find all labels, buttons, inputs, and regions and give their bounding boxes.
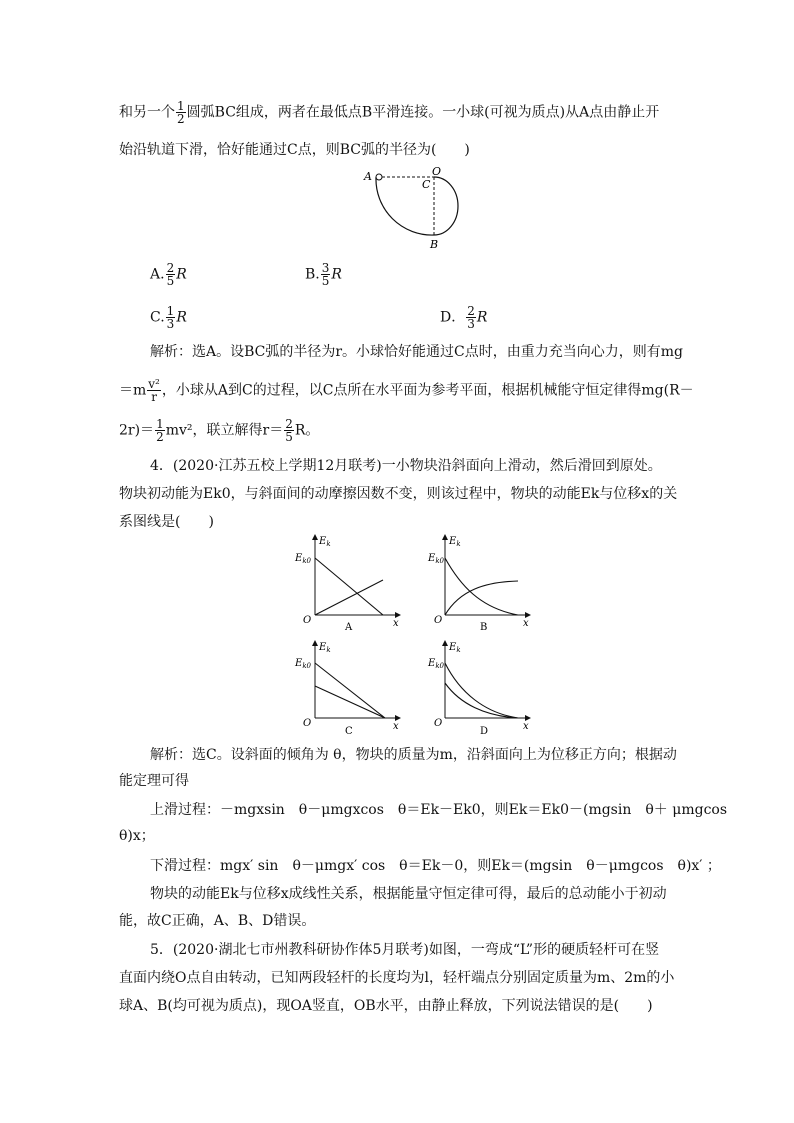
- q5-line-1: 5．(2020·湖北七市州教科研协作体5月联考)如图，一弯成“L”形的硬质轻杆可在竖: [150, 942, 660, 958]
- q3-solution-line-3: 2r)＝ $\frac{1}{2}$ mv²，联立解得r＝ $\frac{2}{5}$ R。: [119, 417, 320, 444]
- caption-b: B: [480, 622, 488, 633]
- svg-text:Ek: $E_k$: [319, 536, 331, 548]
- graph-d: [430, 638, 540, 743]
- q4-solution-line-3: 上滑过程：－mgxsin θ－μmgxcos θ＝Ek－Ek0，则Ek＝Ek0－(mgsin θ＋ μmgcos: [150, 802, 728, 818]
- label-b: B: [430, 238, 439, 251]
- svg-text:O: O: [434, 718, 443, 729]
- q4-solution-line-6: 物块的动能Ek与位移x成线性关系，根据能量守恒定律可得，最后的总动能小于初动: [150, 886, 667, 902]
- half-arc-bc: [434, 177, 458, 235]
- option-b[interactable]: B. $\frac{3}{5}$ R: [305, 261, 342, 288]
- svg-text:Ek: $E_k$: [449, 642, 461, 654]
- svg-text:x: x: [393, 721, 399, 732]
- svg-text:Ek0: $E_{k0}$: [295, 553, 312, 565]
- graph-c: [295, 638, 405, 743]
- q4-line-1: 4．(2020·江苏五校上学期12月联考)一小物块沿斜面向上滑动，然后滑回到原处。: [150, 458, 662, 474]
- svg-text:x: x: [523, 618, 529, 629]
- svg-text:Ek0: $E_{k0}$: [428, 658, 445, 670]
- label-o: O: [432, 165, 442, 178]
- label-a: A: [364, 170, 372, 183]
- caption-c: C: [345, 726, 353, 737]
- q3-solution-line-1: 解析：选A。设BC弧的半径为r。小球恰好能通过C点时，由重力充当向心力，则有mg: [150, 344, 684, 360]
- svg-text:O: O: [434, 615, 443, 626]
- q5-line-2: 直面内绕O点自由转动，已知两段轻杆的长度均为l，轻杆端点分别固定质量为m、2m的小: [119, 970, 675, 986]
- q4-solution-line-7: 能，故C正确，A、B、D错误。: [119, 913, 316, 929]
- option-d[interactable]: D． $\frac{2}{3}$ R: [440, 304, 488, 331]
- svg-text:Ek0: $E_{k0}$: [428, 553, 445, 565]
- q4-line-3: 系图线是( ): [119, 514, 214, 530]
- q3-line-2: 始沿轨道下滑，恰好能通过C点，则BC弧的半径为( ): [119, 142, 470, 158]
- svg-text:O: O: [303, 615, 312, 626]
- q5-line-3: 球A、B(均可视为质点)，现OA竖直，OB水平，由静止释放，下列说法错误的是( ): [119, 998, 653, 1014]
- q4-solution-line-5: 下滑过程：mgx′ sin θ－μmgx′ cos θ＝Ek－0，则Ek＝(mgsin θ－μmgcos θ)x′ ；: [150, 858, 721, 874]
- option-a[interactable]: A. $\frac{2}{5}$ R: [150, 261, 187, 288]
- svg-text:Ek: $E_k$: [319, 642, 331, 654]
- q3-line-1: [119, 100, 659, 125]
- q4-line-2: 物块初动能为Ek0，与斜面间的动摩擦因数不变，则该过程中，物块的动能Ek与位移x的关: [119, 486, 678, 502]
- half-fraction: $\frac{1}{2}$: [177, 99, 185, 126]
- graph-b: [430, 530, 540, 635]
- label-c: C: [422, 178, 431, 191]
- caption-a: A: [345, 622, 353, 633]
- track-figure: [360, 165, 480, 250]
- svg-text:x: x: [393, 618, 399, 629]
- graph-a: [295, 530, 405, 635]
- q4-solution-line-2: 能定理可得: [119, 773, 189, 789]
- q3-solution-line-2: ＝m $\frac{\text{v²}}{r}$ ，小球从A到C的过程，以C点所在水平面为参考平面，根据机械能守恒定律得mg(R－: [119, 377, 694, 404]
- svg-text:Ek0: $E_{k0}$: [295, 658, 312, 670]
- svg-text:x: x: [523, 721, 529, 732]
- q4-solution-line-4: θ)x；: [119, 828, 155, 844]
- q3-text: 和另一个: [119, 104, 175, 121]
- q4-solution-line-1: 解析：选C。设斜面的倾角为 θ，物块的质量为m，沿斜面向上为位移正方向；根据动: [150, 747, 677, 763]
- q3-text: 圆弧BC组成，两者在最低点B平滑连接。一小球(可视为质点)从A点由静止开: [186, 104, 660, 121]
- option-c[interactable]: C. $\frac{1}{3}$ R: [150, 304, 187, 331]
- ball-a: [376, 174, 382, 180]
- svg-text:O: O: [303, 718, 312, 729]
- svg-text:Ek: $E_k$: [449, 536, 461, 548]
- caption-d: D: [480, 726, 489, 737]
